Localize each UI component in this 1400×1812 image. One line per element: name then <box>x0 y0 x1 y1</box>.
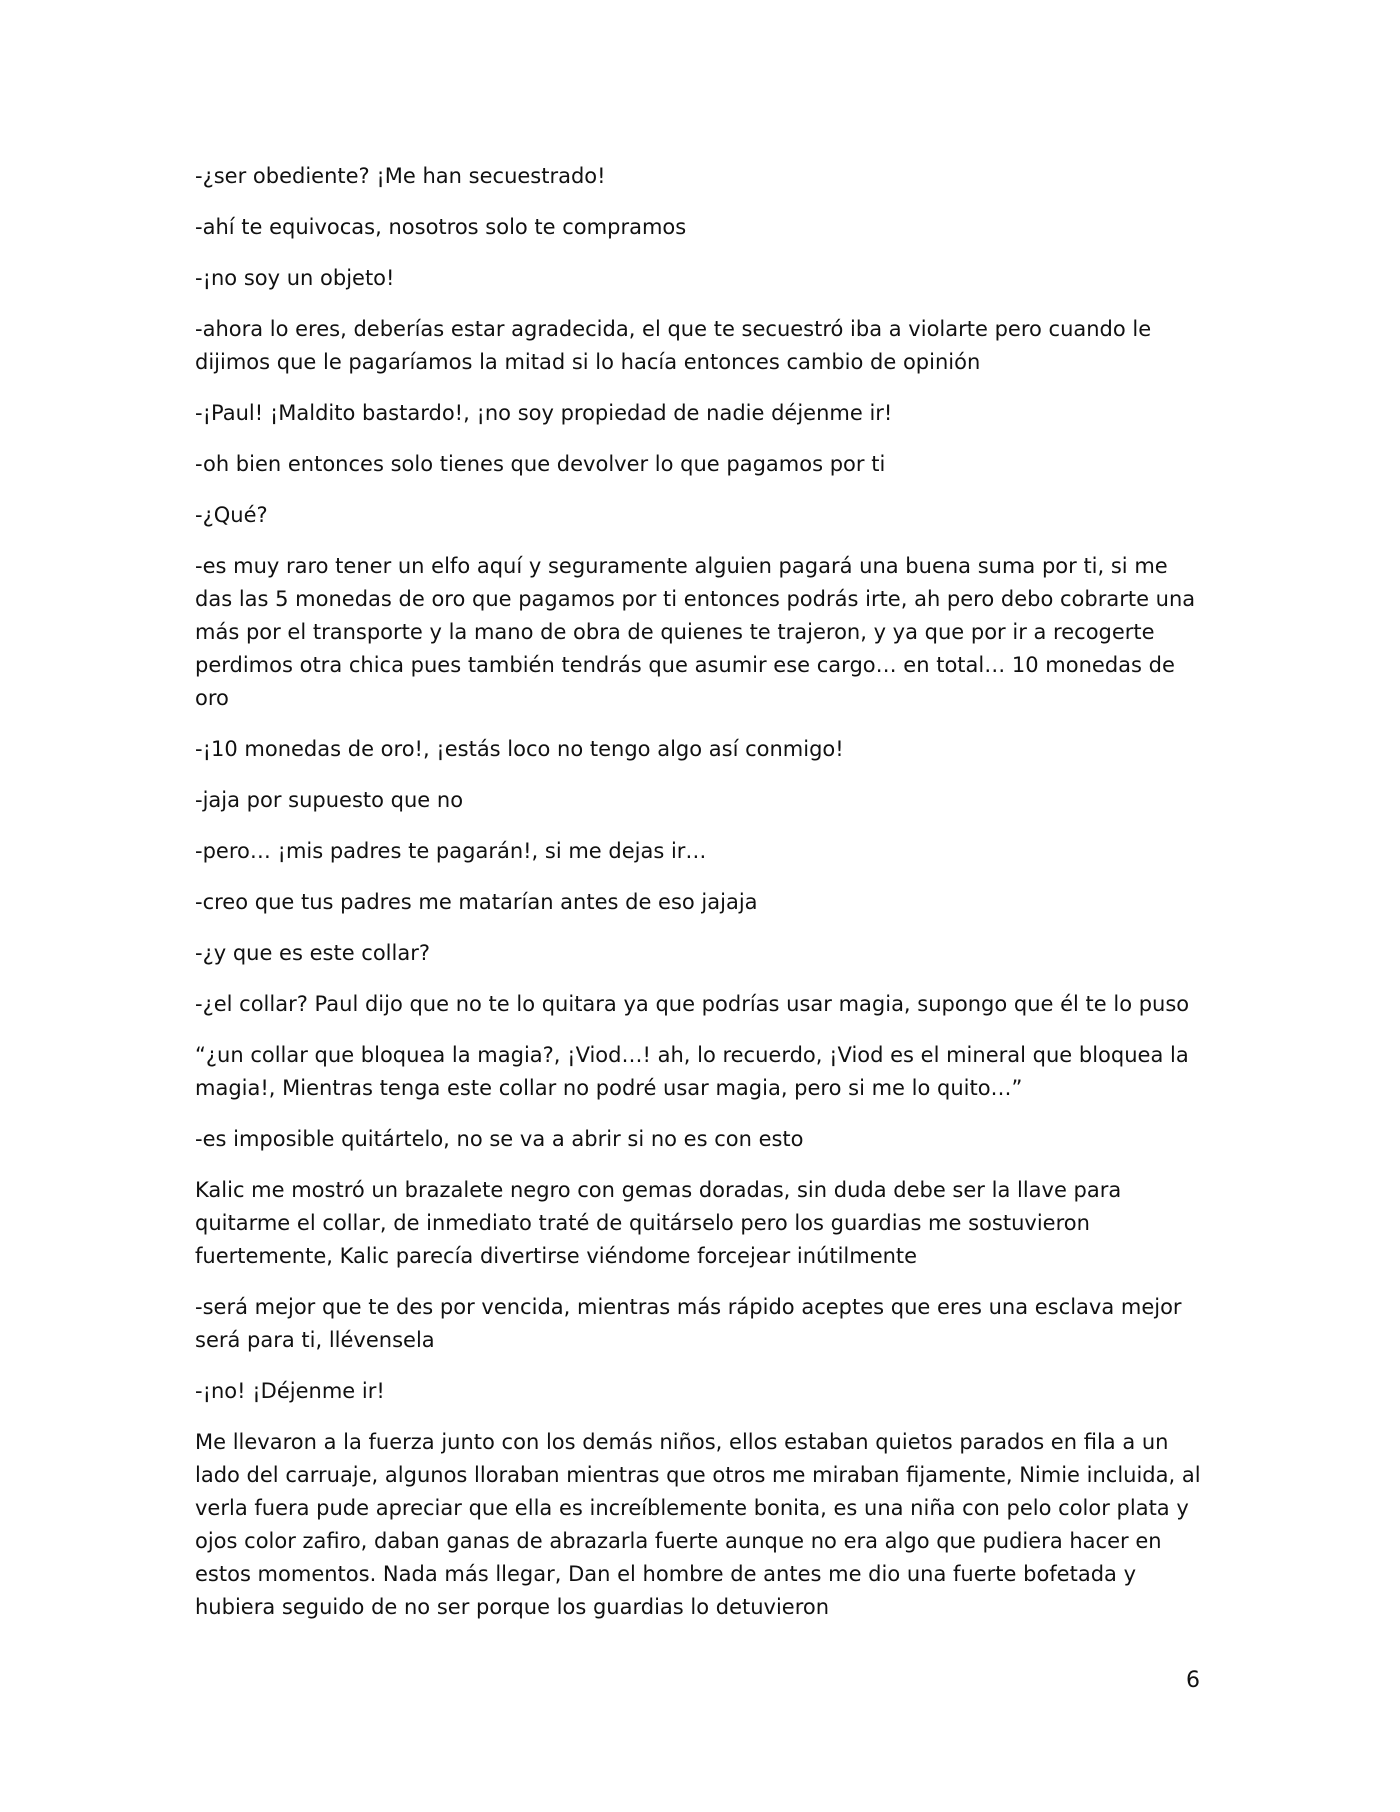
paragraph: Kalic me mostró un brazalete negro con gemas doradas, sin duda debe ser la llave para quitarme el collar, de inmediato traté de quitárselo pero los guardias me sostuvieron fuertemente, Kalic parecía divertirse viéndome forcejear inútilmente <box>195 1178 1122 1268</box>
paragraph: -¿y que es este collar? <box>195 941 430 965</box>
page-body <box>195 160 1205 1642</box>
paragraph: -pero… ¡mis padres te pagarán!, si me dejas ir… <box>195 839 707 863</box>
paragraph: -creo que tus padres me matarían antes de eso jajaja <box>195 890 758 914</box>
paragraph: -ahora lo eres, deberías estar agradecida, el que te secuestró iba a violarte pero cuando le dijimos que le pagaríamos la mitad si lo hacía entonces cambio de opinión <box>195 317 1152 374</box>
paragraph: -¿el collar? Paul dijo que no te lo quitara ya que podrías usar magia, supongo que él te lo puso <box>195 992 1190 1016</box>
paragraph: “¿un collar que bloquea la magia?, ¡Viod…! ah, lo recuerdo, ¡Viod es el mineral que bloquea la magia!, Mientras tenga este collar no podré usar magia, pero si me lo quito…” <box>195 1043 1189 1100</box>
paragraph: -es muy raro tener un elfo aquí y seguramente alguien pagará una buena suma por ti, si me das las 5 monedas de oro que pagamos por ti entonces podrás irte, ah pero debo cobrarte una más por el transporte y la mano de obra de quienes te trajeron, y ya que por ir a recogerte perdimos otra chica pues también tendrás que asumir ese cargo… en total… 10 monedas de oro <box>195 554 1196 710</box>
page-number: 6 <box>1186 1668 1200 1693</box>
paragraph: -¡no! ¡Déjenme ir! <box>195 1379 385 1403</box>
paragraph: -es imposible quitártelo, no se va a abrir si no es con esto <box>195 1127 804 1151</box>
paragraph: -¡10 monedas de oro!, ¡estás loco no tengo algo así conmigo! <box>195 737 844 761</box>
paragraph: -ahí te equivocas, nosotros solo te compramos <box>195 215 687 239</box>
paragraph: Me llevaron a la fuerza junto con los demás niños, ellos estaban quietos parados en fila a un lado del carruaje, algunos lloraban mientras que otros me miraban fijamente, Nimie incluida, al verla fuera pude apreciar que ella es increíblemente bonita, es una niña con pelo color plata y ojos color zafiro, daban ganas de abrazarla fuerte aunque no era algo que pudiera hacer en estos momentos. Nada más llegar, Dan el hombre de antes me dio una fuerte bofetada y hubiera seguido de no ser porque los guardias lo detuvieron <box>195 1430 1201 1619</box>
paragraph: -¿Qué? <box>195 503 268 527</box>
paragraph: -¡no soy un objeto! <box>195 266 395 290</box>
paragraph: -¡Paul! ¡Maldito bastardo!, ¡no soy propiedad de nadie déjenme ir! <box>195 401 893 425</box>
paragraph: -oh bien entonces solo tienes que devolver lo que pagamos por ti <box>195 452 886 476</box>
paragraph: -será mejor que te des por vencida, mientras más rápido aceptes que eres una esclava mejor será para ti, llévensela <box>195 1295 1182 1352</box>
paragraph: -jaja por supuesto que no <box>195 788 464 812</box>
paragraph: -¿ser obediente? ¡Me han secuestrado! <box>195 164 606 188</box>
